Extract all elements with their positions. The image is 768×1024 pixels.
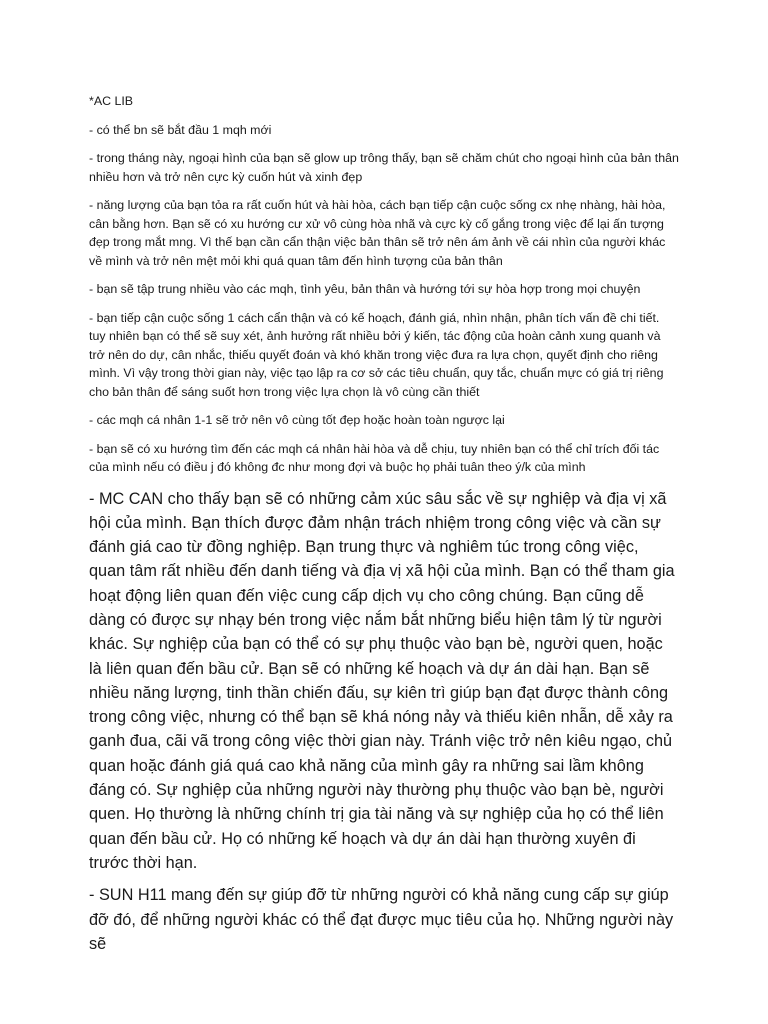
paragraph: - các mqh cá nhân 1-1 sẽ trở nên vô cùng tốt đẹp hoặc hoàn toàn ngược lại	[89, 413, 505, 427]
document-page	[89, 92, 679, 964]
paragraph-mc-can: - MC CAN cho thấy bạn sẽ có những cảm xúc sâu sắc về sự nghiệp và địa vị xã hội của mình. Bạn thích được đảm nhận trách nhiệm trong công việc và cần sự đánh giá cao từ đồng nghiệp. Bạn trung thực và nghiêm túc trong công việc, quan tâm rất nhiều đến danh tiếng và địa vị xã hội của mình. Bạn có thể tham gia hoạt động liên quan đến việc cung cấp dịch vụ cho công chúng. Bạn cũng dễ dàng có được sự nhạy bén trong việc nắm bắt những biểu hiện tâm lý từ người khác. Sự nghiệp của bạn có thể có sự phụ thuộc vào bạn bè, người quen, hoặc là liên quan đến bầu cử. Bạn sẽ có những kế hoạch và dự án dài hạn. Bạn sẽ nhiều năng lượng, tinh thần chiến đấu, sự kiên trì giúp bạn đạt được thành công trong công việc, nhưng có thể bạn sẽ khá nóng nảy và thiếu kiên nhẫn, dễ xảy ra ganh đua, cãi vã trong công việc thời gian này. Tránh việc trở nên kiêu ngạo, chủ quan hoặc đánh giá quá cao khả năng của mình gây ra những sai lầm không đáng có. Sự nghiệp của những người này thường phụ thuộc vào bạn bè, người quen. Họ thường là những chính trị gia tài năng và sự nghiệp của họ có thể liên quan đến bầu cử. Họ có những kế hoạch và dự án dài hạn thường xuyên đi trước thời hạn.	[89, 489, 675, 872]
paragraph: - bạn tiếp cận cuộc sống 1 cách cẩn thận và có kế hoạch, đánh giá, nhìn nhận, phân tích vấn đề chi tiết. tuy nhiên bạn có thể sẽ suy xét, ảnh hưởng rất nhiều bởi ý kiến, tác động của hoàn cảnh xung quanh và trở nên do dự, cân nhắc, thiếu quyết đoán và khó khăn trong việc đưa ra lựa chọn, quyết định cho riêng mình. Vì vậy trong thời gian này, việc tạo lập ra cơ sở các tiêu chuẩn, quy tắc, chuẩn mực có giá trị riêng cho bản thân để sáng suốt hơn trong việc lựa chọn là vô cùng cần thiết	[89, 310, 664, 399]
paragraph-sun-h11: - SUN H11 mang đến sự giúp đỡ từ những người có khả năng cung cấp sự giúp đỡ đó, để những người khác có thể đạt được mục tiêu của họ. Những người này sẽ	[89, 886, 674, 953]
paragraph-ac-lib-heading: *AC LIB	[89, 94, 134, 108]
paragraph: - năng lượng của bạn tỏa ra rất cuốn hút và hài hòa, cách bạn tiếp cận cuộc sống cx nhẹ nhàng, hài hòa, cân bằng hơn. Bạn sẽ có xu hướng cư xử vô cùng hòa nhã và cực kỳ cố gắng trong việc để lại ấn tượng đẹp trong mắt mng. Vì thế bạn cần cẩn thận việc bản thân sẽ trở nên ám ảnh về cái nhìn của người khác về mình và trở nên mệt mỏi khi quá quan tâm đến hình tượng của bản thân	[89, 198, 666, 268]
paragraph: - bạn sẽ tập trung nhiều vào các mqh, tình yêu, bản thân và hướng tới sự hòa hợp trong mọi chuyện	[89, 282, 641, 296]
paragraph: - bạn sẽ có xu hướng tìm đến các mqh cá nhân hài hòa và dễ chịu, tuy nhiên bạn có thể chỉ trích đối tác của mình nếu có điều j đó không đc như mong đợi và buộc họ phải tuân theo ý/k của mình	[89, 441, 660, 474]
large-text-section	[89, 487, 679, 957]
small-text-section	[89, 92, 679, 477]
paragraph: - trong tháng này, ngoại hình của bạn sẽ glow up trông thấy, bạn sẽ chăm chút cho ngoại hình của bản thân nhiều hơn và trở nên cực kỳ cuốn hút và xinh đẹp	[89, 151, 679, 184]
paragraph: - có thể bn sẽ bắt đầu 1 mqh mới	[89, 122, 272, 137]
